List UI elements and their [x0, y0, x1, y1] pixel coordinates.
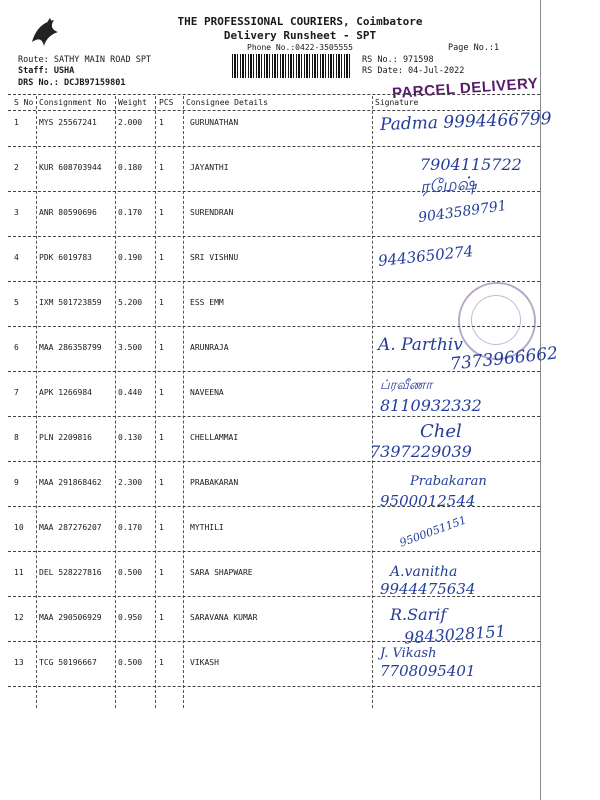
handwritten-signature: Prabakaran	[410, 474, 487, 489]
handwritten-signature: Padma 9994466799	[379, 109, 552, 135]
row-consignment: MAA 290506929	[39, 613, 102, 622]
handwritten-signature: 9043589791	[417, 197, 508, 227]
handwritten-signature: 9443650274	[377, 242, 475, 270]
row-consignee: ARUNRAJA	[190, 343, 229, 352]
row-weight: 2.300	[118, 478, 143, 487]
row-consignment: MYS 25567241	[39, 118, 97, 127]
row-sno: 7	[14, 388, 19, 397]
row-consignment: PLN 2209816	[39, 433, 92, 442]
row-weight: 2.000	[118, 118, 143, 127]
row-weight: 0.440	[118, 388, 143, 397]
row-consignment: MAA 286358799	[39, 343, 102, 352]
row-divider	[8, 686, 540, 687]
row-pcs: 1	[159, 433, 164, 442]
rs-number: RS No.: 971598	[362, 55, 434, 65]
row-weight: 0.170	[118, 523, 143, 532]
col-divider	[155, 96, 156, 708]
col-consignment: Consignment No	[39, 98, 107, 107]
row-sno: 13	[14, 658, 24, 667]
row-consignee: PRABAKARAN	[190, 478, 239, 487]
row-divider	[8, 191, 540, 192]
handwritten-signature: 9944475634	[380, 580, 476, 598]
row-consignment: TCG 50196667	[39, 658, 97, 667]
handwritten-signature: 7904115722	[420, 155, 522, 174]
row-sno: 2	[14, 163, 19, 172]
row-sno: 8	[14, 433, 19, 442]
row-pcs: 1	[159, 253, 164, 262]
row-weight: 5.200	[118, 298, 143, 307]
row-sno: 1	[14, 118, 19, 127]
row-sno: 11	[14, 568, 24, 577]
row-consignment: PDK 6019783	[39, 253, 92, 262]
row-consignment: MAA 287276207	[39, 523, 102, 532]
handwritten-signature: J. Vikash	[380, 646, 437, 661]
row-sno: 10	[14, 523, 24, 532]
page-number: Page No.:1	[448, 43, 500, 53]
handwritten-signature: A.vanitha	[390, 564, 458, 580]
col-pcs: PCS	[159, 98, 174, 107]
row-pcs: 1	[159, 343, 164, 352]
col-divider	[372, 96, 373, 708]
handwritten-signature: 7708095401	[380, 662, 476, 680]
row-divider	[8, 416, 540, 417]
row-consignee: JAYANTHI	[190, 163, 229, 172]
row-pcs: 1	[159, 298, 164, 307]
row-consignment: APK 1266984	[39, 388, 92, 397]
handwritten-signature: R.Sarif	[390, 605, 447, 624]
handwritten-signature: 9843028151	[403, 621, 507, 648]
runsheet-title: Delivery Runsheet - SPT	[223, 29, 377, 42]
row-weight: 0.500	[118, 658, 143, 667]
handwritten-signature: 7397229039	[370, 442, 472, 461]
drs-number: DRS No.: DCJB97159801	[18, 78, 126, 88]
row-consignee: ESS EMM	[190, 298, 224, 307]
handwritten-signature: A. Parthiv	[378, 335, 463, 355]
col-sno: S No	[14, 98, 34, 107]
row-sno: 4	[14, 253, 19, 262]
row-consignment: ANR 80590696	[39, 208, 97, 217]
row-divider	[8, 326, 540, 327]
row-consignee: NAVEENA	[190, 388, 224, 397]
row-consignee: MYTHILI	[190, 523, 224, 532]
row-sno: 9	[14, 478, 19, 487]
company-name: THE PROFESSIONAL COURIERS, Coimbatore	[177, 15, 423, 28]
row-divider	[8, 506, 540, 507]
row-sno: 3	[14, 208, 19, 217]
handwritten-signature: 7373966662	[449, 343, 559, 375]
row-consignee: SURENDRAN	[190, 208, 234, 217]
handwritten-signature: 8110932332	[380, 396, 482, 415]
row-consignee: GURUNATHAN	[190, 118, 239, 127]
col-divider	[183, 96, 184, 708]
row-sno: 5	[14, 298, 19, 307]
row-consignee: CHELLAMMAI	[190, 433, 239, 442]
row-pcs: 1	[159, 118, 164, 127]
handwritten-signature: ரமேஷ்	[419, 173, 478, 198]
row-pcs: 1	[159, 208, 164, 217]
handwritten-signature: 9500012544	[380, 492, 476, 510]
row-divider	[8, 371, 540, 372]
company-logo	[28, 16, 62, 48]
header-bottom-rule	[8, 110, 540, 111]
row-consignee: VIKASH	[190, 658, 219, 667]
row-consignee: SARA SHAPWARE	[190, 568, 253, 577]
row-weight: 0.500	[118, 568, 143, 577]
row-pcs: 1	[159, 478, 164, 487]
row-divider	[8, 461, 540, 462]
col-weight: Weight	[118, 98, 147, 107]
row-pcs: 1	[159, 388, 164, 397]
row-divider	[8, 596, 540, 597]
row-weight: 0.190	[118, 253, 143, 262]
col-consignee: Consignee Details	[186, 98, 268, 107]
row-weight: 0.950	[118, 613, 143, 622]
col-signature: Signature	[375, 98, 419, 107]
row-divider	[8, 281, 540, 282]
row-sno: 12	[14, 613, 24, 622]
row-divider	[8, 641, 540, 642]
row-sno: 6	[14, 343, 19, 352]
row-consignment: DEL 528227816	[39, 568, 102, 577]
row-consignment: IXM 501723859	[39, 298, 102, 307]
row-consignment: MAA 291868462	[39, 478, 102, 487]
rs-date: RS Date: 04-Jul-2022	[362, 66, 465, 76]
row-divider	[8, 146, 540, 147]
parcel-delivery-stamp: PARCEL DELIVERY	[391, 74, 539, 103]
handwritten-signature: 9500051151	[397, 513, 469, 550]
row-pcs: 1	[159, 613, 164, 622]
header-top-rule	[8, 94, 540, 95]
staff-label: Staff: USHA	[18, 66, 75, 76]
row-divider	[8, 236, 540, 237]
row-weight: 0.170	[118, 208, 143, 217]
row-weight: 3.500	[118, 343, 143, 352]
row-consignee: SRI VISHNU	[190, 253, 239, 262]
col-divider	[115, 96, 116, 708]
handwritten-signature: Chel	[420, 421, 462, 442]
row-divider	[8, 551, 540, 552]
handwritten-signature: ப்ரவீணா	[380, 378, 433, 393]
row-pcs: 1	[159, 568, 164, 577]
row-pcs: 1	[159, 658, 164, 667]
row-pcs: 1	[159, 163, 164, 172]
row-pcs: 1	[159, 523, 164, 532]
row-consignee: SARAVANA KUMAR	[190, 613, 258, 622]
row-consignment: KUR 608703944	[39, 163, 102, 172]
route-label: Route: SATHY MAIN ROAD SPT	[18, 55, 152, 65]
col-divider	[36, 96, 37, 708]
row-weight: 0.180	[118, 163, 143, 172]
row-weight: 0.130	[118, 433, 143, 442]
barcode	[232, 54, 350, 78]
phone-number: Phone No.:0422-3505555	[247, 43, 353, 52]
